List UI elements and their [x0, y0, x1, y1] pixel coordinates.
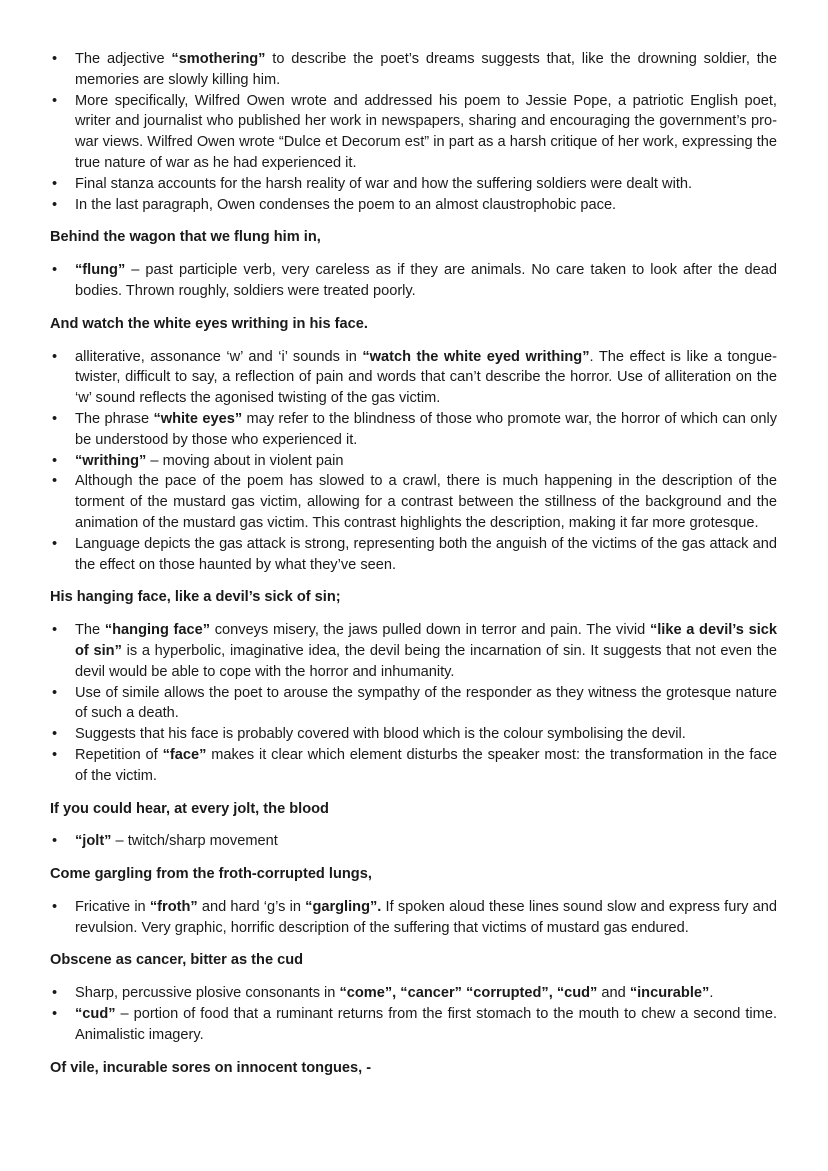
- poem-line-heading: His hanging face, like a devil’s sick of sin;: [50, 589, 341, 606]
- analysis-text: alliterative, assonance ‘w’ and ‘i’ sounds in: [75, 348, 363, 365]
- bullet-icon: •: [52, 684, 58, 701]
- analysis-text: – past participle verb, very careless as if they are animals. No care taken to look after the dead bodies. Thrown roughly, soldiers were treated poorly.: [75, 262, 777, 299]
- analysis-text: Language depicts the gas attack is strong, representing both the anguish of the victims of the gas attack and the effect on those haunted by what they’ve seen.: [75, 535, 777, 573]
- analysis-text: Sharp, percussive plosive consonants in: [75, 985, 340, 1002]
- analysis-bullet-item: [50, 745, 777, 787]
- bullet-icon: •: [52, 833, 58, 850]
- bullet-icon: •: [52, 175, 58, 192]
- analysis-text: The phrase: [75, 410, 154, 427]
- analysis-text: In the last paragraph, Owen condenses the poem to an almost claustrophobic pace.: [75, 196, 617, 213]
- analysis-text: and hard ‘g’s in: [197, 898, 306, 915]
- analysis-bullet-item: [50, 471, 777, 533]
- quoted-term: “come”, “cancer” “corrupted”, “cud”: [339, 985, 598, 1002]
- analysis-text: Although the pace of the poem has slowed to a crawl, there is much happening in the description of the torment of the mustard gas victim, allowing for a contrast between the stillness of the background and the animation of the mustard gas victim. This contrast highlights the description, making it far more grotesque.: [75, 473, 777, 531]
- quoted-term: “incurable”: [629, 985, 710, 1002]
- poem-line-heading: If you could hear, at every jolt, the blood: [50, 800, 329, 817]
- bullet-icon: •: [52, 410, 58, 427]
- analysis-text: conveys misery, the jaws pulled down in terror and pain. The vivid: [210, 622, 650, 639]
- bullet-icon: •: [52, 452, 58, 469]
- analysis-bullet-list: [50, 620, 777, 786]
- analysis-bullet-item: [50, 831, 777, 852]
- quoted-term: “cud”: [75, 1006, 116, 1023]
- analysis-text: – twitch/sharp movement: [111, 833, 278, 850]
- quoted-term: “writhing”: [75, 452, 147, 469]
- poem-line-heading: Behind the wagon that we flung him in,: [50, 229, 321, 246]
- analysis-text: The adjective: [75, 51, 172, 67]
- analysis-bullet-item: [50, 195, 777, 216]
- bullet-icon: •: [52, 746, 58, 763]
- analysis-text: to describe the poet’s dreams suggests that, like the drowning soldier, the memories are slowly killing him.: [75, 51, 777, 88]
- analysis-text: Final stanza accounts for the harsh reality of war and how the suffering soldiers were dealt with.: [75, 175, 693, 192]
- poem-line-heading: Come gargling from the froth-corrupted lungs,: [50, 866, 372, 883]
- analysis-text: Suggests that his face is probably covered with blood which is the colour symbolising the devil.: [75, 726, 686, 743]
- quoted-term: “white eyes”: [153, 410, 243, 427]
- analysis-text: – moving about in violent pain: [146, 452, 344, 469]
- bullet-icon: •: [52, 985, 58, 1002]
- analysis-text: If spoken aloud these lines sound slow and express fury and revulsion. Very graphic, horrific description of the suffering that victims of mustard gas endured.: [75, 898, 777, 936]
- analysis-bullet-item: [50, 897, 777, 939]
- quoted-term: “watch the white eyed writhing”: [362, 348, 590, 365]
- analysis-bullet-item: [50, 409, 777, 451]
- analysis-bullet-list: [50, 897, 777, 939]
- analysis-text: – portion of food that a ruminant returns from the first stomach to the mouth to chew a second time. Animalistic imagery.: [75, 1006, 777, 1043]
- analysis-text: is a hyperbolic, imaginative idea, the devil being the incarnation of sin. It suggests that not even the devil would be able to cope with the horror and inhumanity.: [75, 642, 777, 680]
- analysis-bullet-item: [50, 260, 777, 302]
- bullet-icon: •: [52, 348, 58, 365]
- analysis-bullet-item: [50, 91, 777, 174]
- analysis-bullet-item: [50, 49, 777, 91]
- analysis-bullet-item: [50, 983, 777, 1004]
- quoted-term: “like a devil’s sick of sin”: [75, 622, 778, 659]
- analysis-bullet-list: [50, 49, 777, 215]
- quoted-term: “gargling”.: [305, 898, 382, 915]
- poem-line-heading: And watch the white eyes writhing in his face.: [50, 315, 368, 332]
- analysis-text: Fricative in: [75, 898, 150, 915]
- quoted-term: “jolt”: [75, 833, 112, 850]
- analysis-text: Repetition of: [75, 746, 163, 763]
- bullet-icon: •: [52, 51, 58, 67]
- analysis-bullet-list: [50, 260, 777, 302]
- analysis-bullet-item: [50, 174, 777, 195]
- analysis-bullet-list: [50, 983, 777, 1045]
- analysis-text: .: [709, 985, 714, 1002]
- analysis-bullet-item: [50, 1004, 777, 1046]
- poem-line-heading: Of vile, incurable sores on innocent tongues, -: [50, 1059, 372, 1076]
- bullet-icon: •: [52, 1006, 58, 1023]
- analysis-bullet-item: [50, 451, 777, 472]
- poem-line-heading: Obscene as cancer, bitter as the cud: [50, 952, 304, 969]
- analysis-bullet-list: [50, 347, 777, 576]
- analysis-text: More specifically, Wilfred Owen wrote and addressed his poem to Jessie Pope, a patriotic English poet, writer and journalist who published her work in newspapers, sharing and encouraging the government’s pro-war views. Wilfred Owen wrote “Dulce et Decorum est” in part as a harsh critique of her work, expressing the true nature of war as he had experienced it.: [75, 92, 777, 171]
- quoted-term: “face”: [162, 746, 207, 763]
- bullet-icon: •: [52, 726, 58, 743]
- analysis-text: The: [75, 622, 105, 639]
- analysis-text: . The effect is like a tongue-twister, difficult to say, a reflection of pain and words that can’t describe the horror. Use of alliteration on the ‘w’ sound reflects the agonised twisting of the gas victim.: [75, 348, 777, 407]
- analysis-text: may refer to the blindness of those who promote war, the horror of which can only be understood by those who experienced it.: [75, 410, 777, 448]
- analysis-bullet-item: [50, 683, 777, 725]
- bullet-icon: •: [52, 262, 58, 279]
- analysis-bullet-item: [50, 534, 777, 576]
- analysis-text: makes it clear which element disturbs the speaker most: the transformation in the face of the victim.: [75, 746, 777, 784]
- analysis-text: and: [597, 985, 630, 1002]
- quoted-term: “smothering”: [171, 51, 266, 67]
- bullet-icon: •: [52, 898, 58, 915]
- analysis-bullet-item: [50, 347, 777, 409]
- analysis-bullet-list: [50, 831, 777, 852]
- analysis-bullet-item: [50, 724, 777, 745]
- bullet-icon: •: [52, 622, 58, 639]
- analysis-text: Use of simile allows the poet to arouse the sympathy of the responder as they witness the grotesque nature of such a death.: [75, 684, 777, 722]
- bullet-icon: •: [52, 535, 58, 552]
- bullet-icon: •: [52, 196, 58, 213]
- bullet-icon: •: [52, 473, 58, 490]
- quoted-term: “froth”: [149, 898, 198, 915]
- bullet-icon: •: [52, 92, 58, 109]
- quoted-term: “flung”: [75, 262, 126, 279]
- analysis-bullet-item: [50, 620, 777, 682]
- quoted-term: “hanging face”: [104, 622, 211, 639]
